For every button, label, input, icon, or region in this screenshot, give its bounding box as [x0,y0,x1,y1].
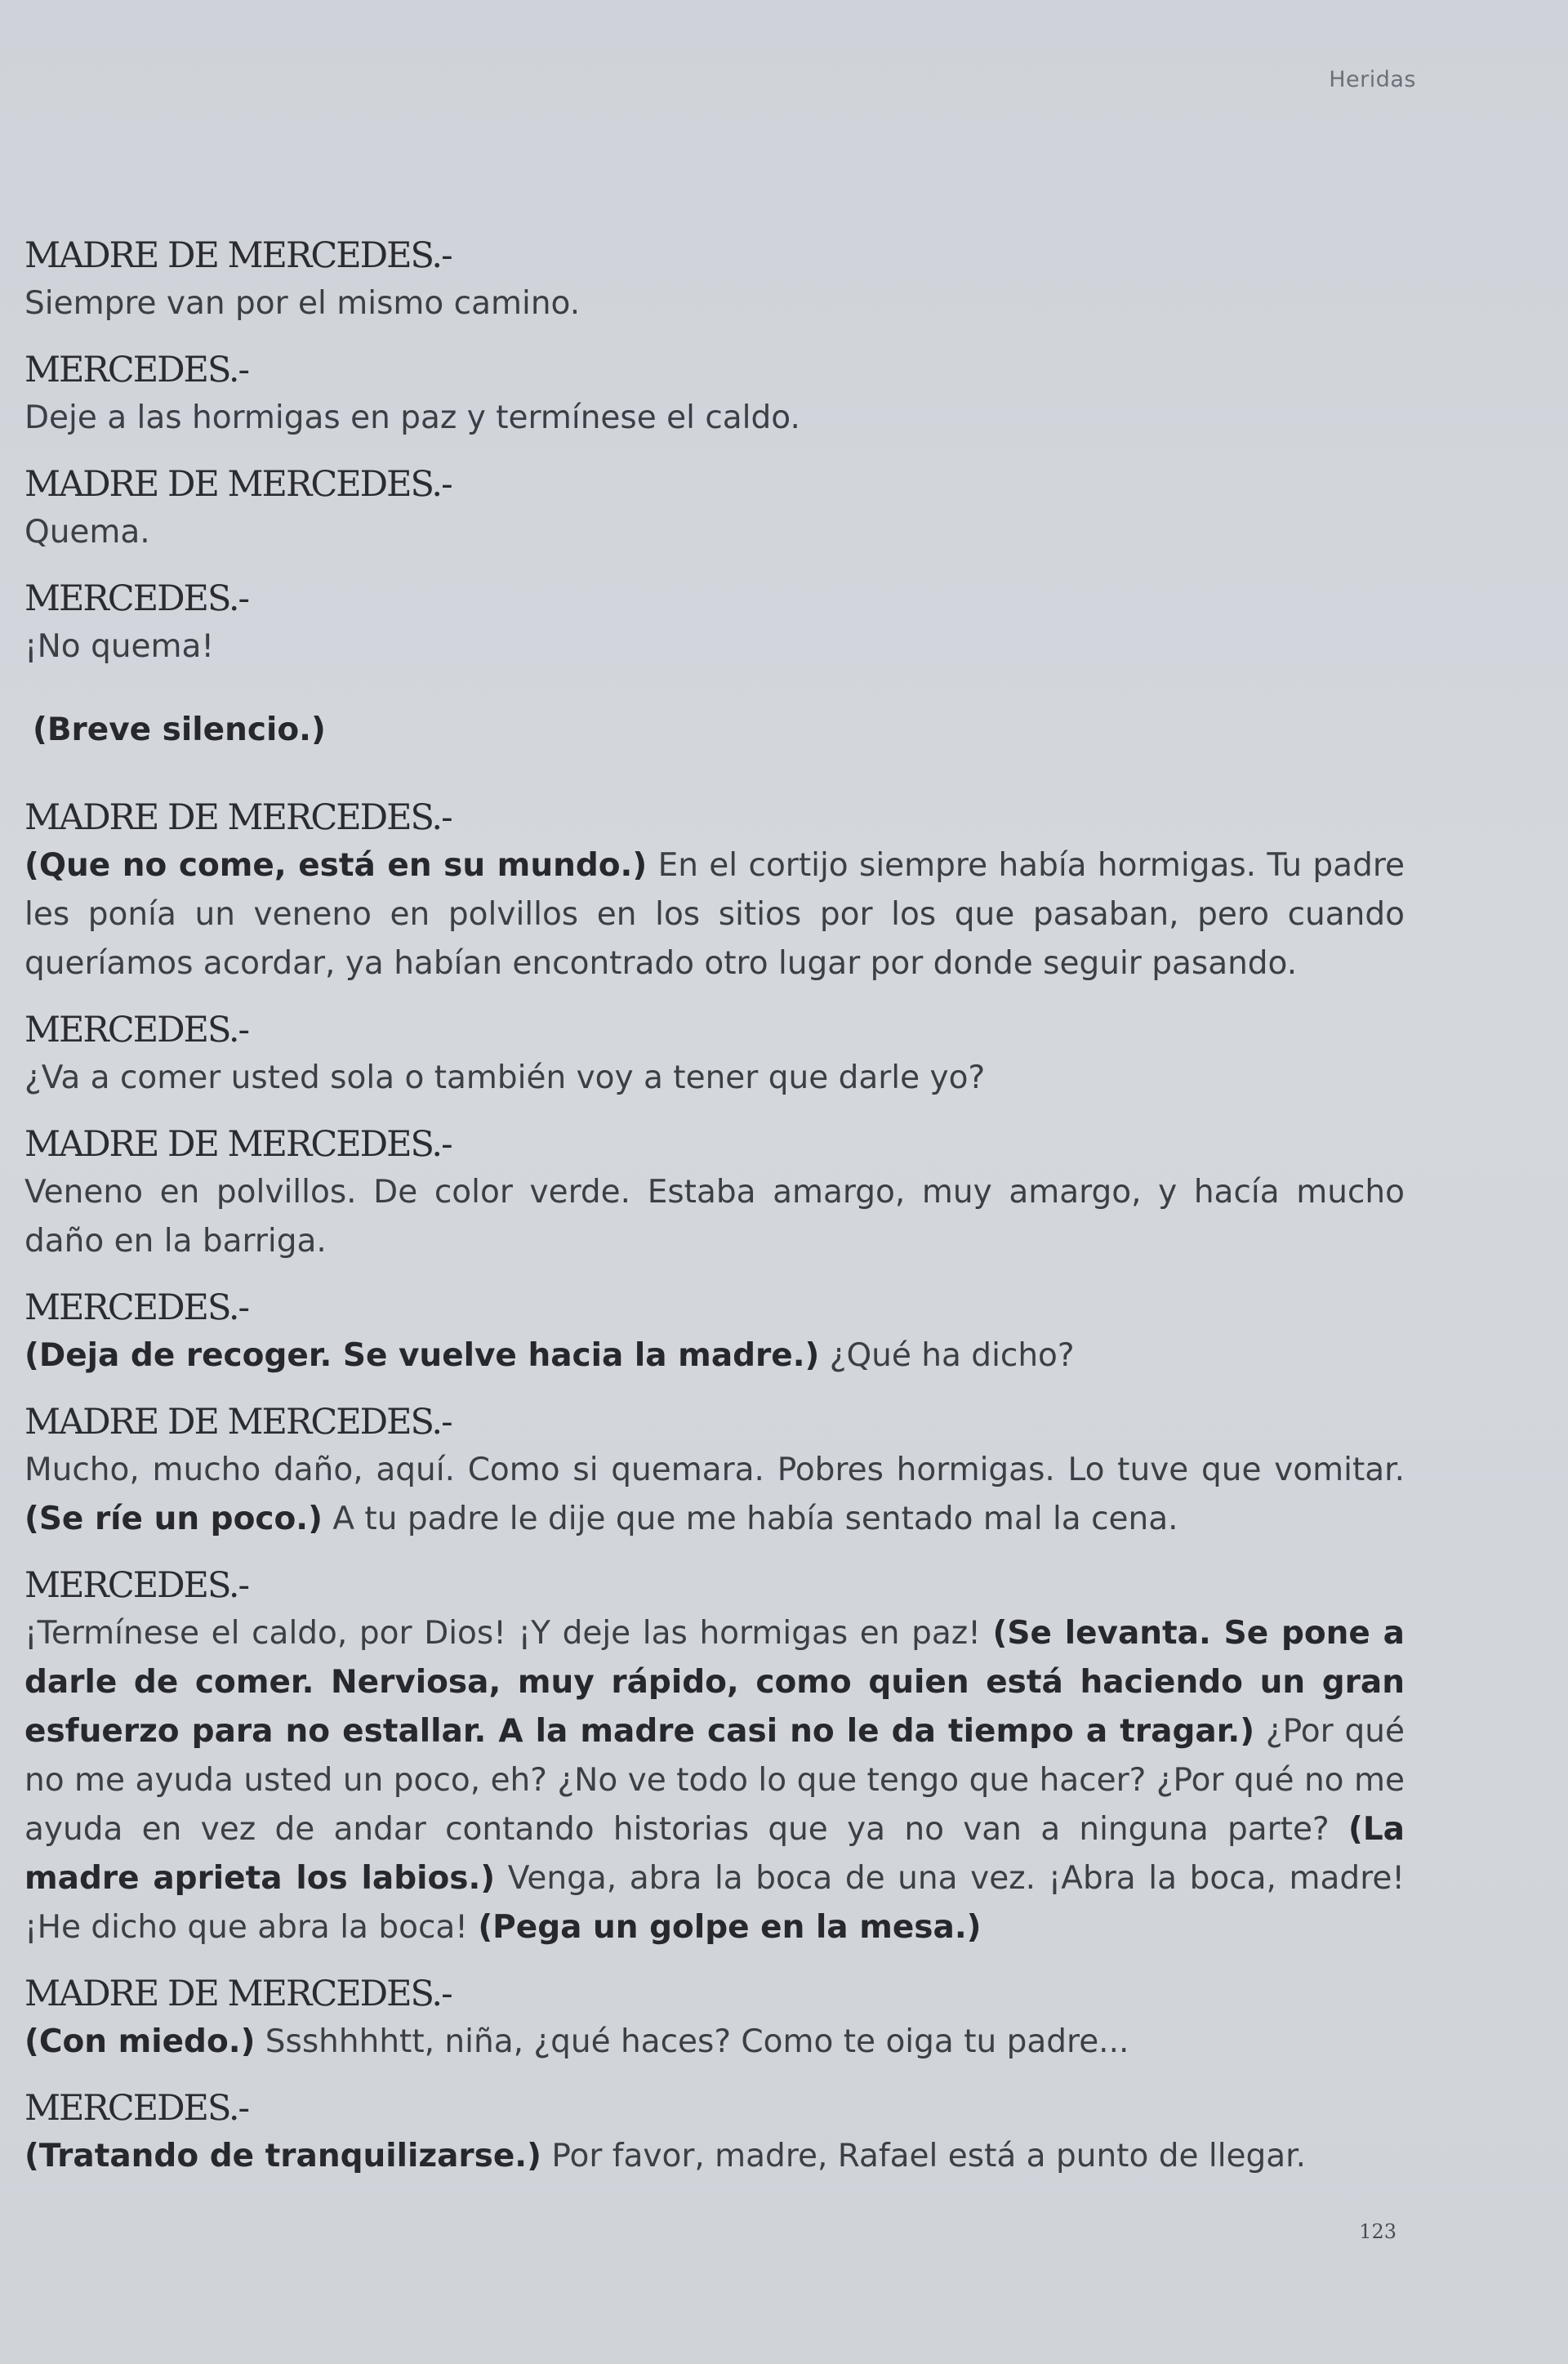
spoken-text: ¿Va a comer usted sola o también voy a tener que darle yo? [24,1059,986,1096]
spoken-text: ¡Termínese el caldo, por Dios! ¡Y deje las hormigas en paz! [24,1615,993,1652]
dialogue-line [24,1168,1405,1266]
dialogue-line [24,1331,1405,1380]
stage-direction-inline: (Que no come, está en su mundo.) [24,847,648,884]
speaker-name: MADRE DE MERCEDES.- [24,464,452,505]
speaker-name: MADRE DE MERCEDES.- [24,1974,452,2014]
speaker-name: MERCEDES.- [24,350,249,390]
speaker-name: MADRE DE MERCEDES.- [24,235,452,276]
stage-direction-inline: (Tratando de tranquilizarse.) [24,2138,541,2174]
dialogue-block [24,1006,1405,1103]
dialogue-block [24,1562,1405,1952]
play-text [24,232,1405,2199]
spoken-text: Veneno en polvillos. De color verde. Estaba amargo, muy amargo, y hacía mucho daño en la barriga. [24,1174,1405,1260]
speaker-name: MERCEDES.- [24,578,249,619]
spoken-text: Siempre van por el mismo camino. [24,285,581,322]
stage-direction-inline: (Se levanta. Se pone a darle de comer. Nerviosa, muy rápido, como quien está haciendo un gran esfuerzo para no estallar. A la madre casi no le da tiempo a tragar.) [24,1615,1405,1750]
dialogue-block [24,2085,1405,2181]
spoken-text: ¡No quema! [24,628,215,665]
spoken-text: Mucho, mucho daño, aquí. Como si quemara. Pobres hormigas. Lo tuve que vomitar. [24,1452,1405,1488]
dialogue-line [24,508,1405,557]
dialogue-section-2 [24,794,1405,2181]
speaker-name: MERCEDES.- [24,1565,249,1606]
spoken-text: Por favor, madre, Rafael está a punto de llegar. [541,2138,1307,2174]
dialogue-block [24,461,1405,557]
running-header: Heridas [1329,67,1416,92]
speaker-name: MERCEDES.- [24,2088,249,2129]
dialogue-block [24,575,1405,671]
dialogue-block [24,1284,1405,1380]
dialogue-line [24,2018,1405,2067]
speaker-name: MERCEDES.- [24,1287,249,1328]
stage-direction-inline: (Con miedo.) [24,2023,256,2060]
spoken-text: Quema. [24,514,150,551]
dialogue-block [24,1970,1405,2067]
dialogue-line [24,1446,1405,1544]
speaker-name: MERCEDES.- [24,1010,249,1050]
stage-direction-inline: (La madre aprieta los labios.) [24,1811,1405,1897]
dialogue-line [24,394,1405,443]
spoken-text: Deje a las hormigas en paz y termínese el caldo. [24,399,800,436]
stage-direction-inline: (Deja de recoger. Se vuelve hacia la madre.) [24,1337,820,1374]
dialogue-line [24,2132,1405,2181]
dialogue-block [24,794,1405,988]
stage-direction-inline: (Pega un golpe en la mesa.) [478,1909,982,1946]
dialogue-block [24,346,1405,443]
dialogue-section-1 [24,232,1405,671]
speaker-name: MADRE DE MERCEDES.- [24,797,452,838]
speaker-name: MADRE DE MERCEDES.- [24,1124,452,1165]
dialogue-block [24,1121,1405,1266]
dialogue-line [24,1054,1405,1103]
dialogue-line [24,1609,1405,1952]
spoken-text: ¿Por qué no me ayuda usted un poco, eh? ¿No ve todo lo que tengo que hacer? ¿Por qué no me ayuda en vez de andar contando historias que ya no van a ninguna parte? [24,1713,1405,1848]
spoken-text: A tu padre le dije que me había sentado mal la cena. [322,1501,1178,1537]
spoken-text: Ssshhhhtt, niña, ¿qué haces? Como te oiga tu padre... [255,2023,1129,2060]
dialogue-line [24,622,1405,671]
dialogue-block [24,232,1405,328]
stage-direction: (Breve silencio.) [33,711,326,748]
page-number: 123 [1359,2220,1396,2243]
dialogue-line [24,279,1405,328]
stage-direction-inline: (Se ríe un poco.) [24,1501,323,1537]
spoken-text: Venga, abra la boca de una vez. ¡Abra la boca, madre! ¡He dicho que abra la boca! [24,1860,1405,1946]
dialogue-block [24,1398,1405,1544]
spoken-text: En el cortijo siempre había hormigas. Tu padre les ponía un veneno en polvillos en los sitios por los que pasaban, pero cuando queríamos acordar, ya habían encontrado otro lugar por donde seguir pasando. [24,847,1405,982]
dialogue-line [24,841,1405,988]
speaker-name: MADRE DE MERCEDES.- [24,1402,452,1443]
spoken-text: ¿Qué ha dicho? [819,1337,1075,1374]
